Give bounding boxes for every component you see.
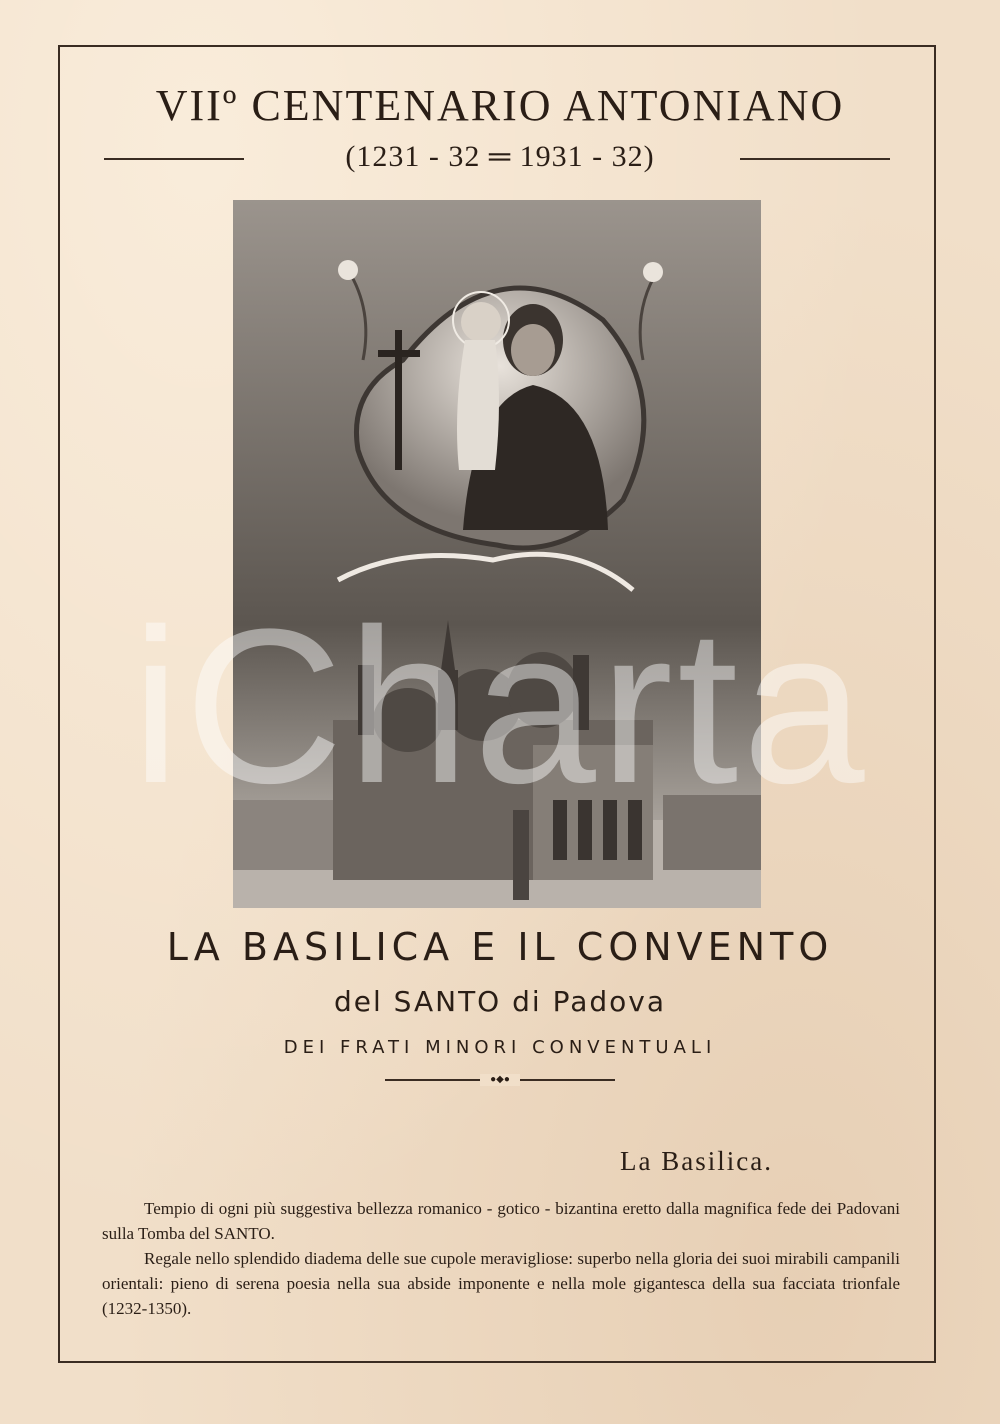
divider-ornament-icon: ●◆● — [480, 1074, 520, 1086]
dates-row — [0, 140, 1000, 180]
body-text — [102, 1196, 900, 1321]
page-title: VIIº CENTENARIO ANTONIANO — [155, 81, 845, 130]
watermark-text: iCharta — [131, 583, 869, 829]
section-title: La Basilica. — [620, 1146, 773, 1176]
right-rule — [740, 158, 890, 160]
paragraph-2: Regale nello splendido diadema delle sue cupole meravigliose: superbo nella gloria dei suoi mirabili campanili orientali: pieno di serena poesia nella sua abside imponente e nella mole gigantesca della sua facciata trionfale (1232-1350). — [102, 1249, 900, 1318]
order-line: DEI FRATI MINORI CONVENTUALI — [283, 1037, 717, 1058]
centenary-dates: (1231 - 32 ═ 1931 - 32) — [345, 140, 655, 173]
illustration-saint-and-basilica — [233, 200, 761, 908]
sub-heading: del SANTO di Padova — [334, 985, 666, 1018]
paragraph-1: Tempio di ogni più suggestiva bellezza romanico - gotico - bizantina eretto dalla magnifica fede dei Padovani sulla Tomba del SANTO. — [102, 1199, 900, 1243]
main-heading: LA BASILICA E IL CONVENTO — [166, 925, 834, 969]
